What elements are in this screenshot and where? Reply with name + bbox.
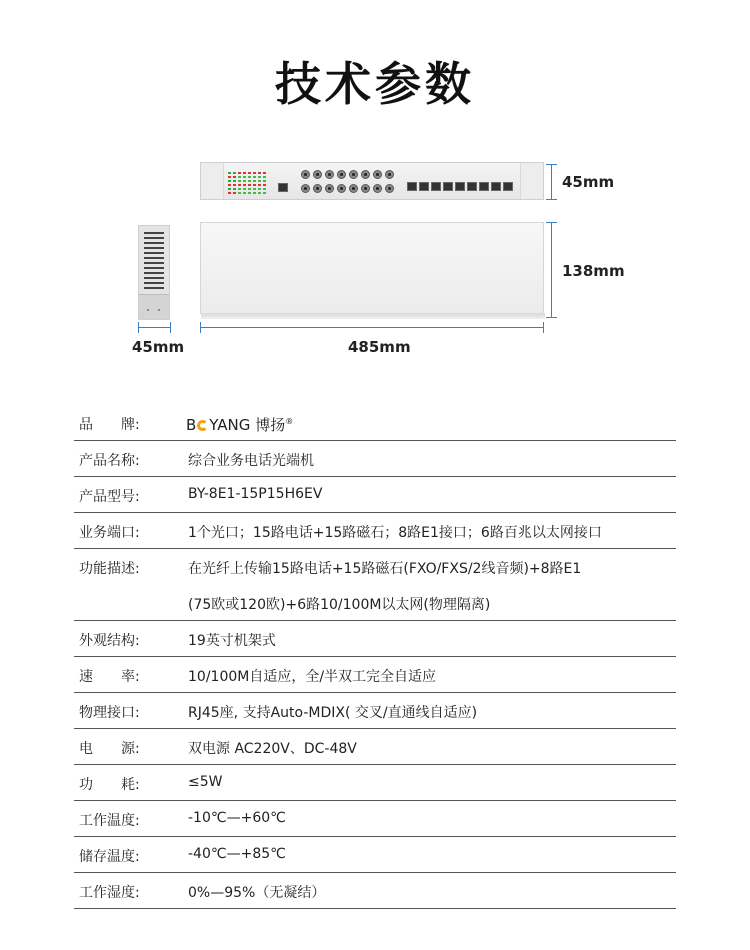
bnc-connector: [337, 170, 346, 179]
status-led: [258, 188, 261, 190]
bnc-connector: [301, 184, 310, 193]
status-led: [243, 176, 246, 178]
spec-row: [74, 801, 676, 837]
bnc-connector: [373, 184, 382, 193]
status-led: [263, 180, 266, 182]
spec-label: 功 耗:: [79, 777, 140, 793]
status-led: [238, 176, 241, 178]
side-mount-bracket: [139, 294, 169, 319]
status-led: [233, 188, 236, 190]
spec-value: 0%—95%（无凝结）: [188, 885, 326, 901]
brand-logo: [186, 414, 293, 435]
status-led: [228, 188, 231, 190]
dimension-line: [551, 222, 552, 318]
status-led: [263, 176, 266, 178]
status-led: [253, 192, 256, 194]
status-led: [258, 184, 261, 186]
dimension-label-top-height: 138mm: [562, 262, 625, 280]
status-led: [233, 184, 236, 186]
spec-row: [74, 657, 676, 693]
rj45-port: [419, 182, 429, 191]
bnc-connector: [373, 170, 382, 179]
spec-value: (75欧或120欧)+6路10/100M以太网(物理隔离): [188, 597, 491, 613]
status-led: [248, 188, 251, 190]
dimension-tick: [138, 322, 139, 333]
spec-row: [74, 837, 676, 873]
registered-mark: ®: [285, 417, 294, 426]
spec-label: 产品型号:: [79, 489, 140, 505]
spec-row: [74, 441, 676, 477]
status-led: [258, 180, 261, 182]
status-led: [228, 184, 231, 186]
bnc-connector: [313, 184, 322, 193]
status-led: [228, 180, 231, 182]
spec-value: RJ45座, 支持Auto-MDIX( 交叉/直通线自适应): [188, 705, 478, 721]
screw-hole: [147, 309, 149, 311]
spec-value: 双电源 AC220V、DC-48V: [188, 741, 357, 757]
bnc-connector: [349, 184, 358, 193]
spec-value: 10/100M自适应，全/半双工完全自适应: [188, 669, 437, 685]
spec-row: [74, 873, 676, 909]
spec-value: -40℃—+85℃: [188, 846, 286, 862]
status-led: [243, 192, 246, 194]
status-led: [253, 172, 256, 174]
spec-row: [74, 729, 676, 765]
status-led: [238, 188, 241, 190]
brand-o-icon: [197, 420, 208, 431]
spec-label: 品 牌:: [79, 417, 140, 433]
spec-label: 工作温度:: [79, 813, 140, 829]
page-title: 技术参数: [275, 57, 475, 111]
bnc-connector: [361, 184, 370, 193]
status-led: [233, 192, 236, 194]
dimension-tick: [170, 322, 171, 333]
status-led: [228, 172, 231, 174]
status-led: [258, 176, 261, 178]
status-led: [233, 172, 236, 174]
status-led: [253, 180, 256, 182]
spec-label: 物理接口:: [79, 705, 140, 721]
status-led: [253, 188, 256, 190]
rj45-port: [443, 182, 453, 191]
screw-hole: [158, 309, 160, 311]
spec-row: [74, 477, 676, 513]
status-led: [263, 184, 266, 186]
dimension-tick: [543, 322, 544, 333]
status-led: [258, 192, 261, 194]
rj45-port: [479, 182, 489, 191]
rj45-port: [467, 182, 477, 191]
spec-row-brand: [74, 405, 676, 441]
brand-chinese: 博扬: [255, 416, 286, 434]
dimension-label-front-height: 45mm: [562, 173, 615, 191]
rj45-port: [431, 182, 441, 191]
vent-grille: [144, 232, 164, 290]
spec-label: 功能描述:: [79, 561, 140, 577]
rj45-port: [503, 182, 513, 191]
status-led: [248, 176, 251, 178]
bnc-connector: [325, 170, 334, 179]
status-led: [243, 184, 246, 186]
bnc-connector: [313, 170, 322, 179]
status-led: [248, 184, 251, 186]
dimension-label-width: 485mm: [348, 338, 411, 356]
status-led: [228, 192, 231, 194]
dimension-label-side-depth: 45mm: [132, 338, 185, 356]
device-top-view-image: [200, 222, 544, 314]
dimension-tick: [546, 222, 557, 223]
status-led: [243, 172, 246, 174]
brand-letter: B: [186, 416, 197, 434]
dimension-tick: [200, 322, 201, 333]
dimension-line: [200, 327, 544, 328]
device-side-view-image: [138, 225, 170, 320]
spec-table: [74, 405, 676, 909]
spec-label: 储存温度:: [79, 849, 140, 865]
spec-label: 产品名称:: [79, 453, 140, 469]
status-led: [228, 176, 231, 178]
spec-label: 外观结构:: [79, 633, 140, 649]
status-led: [238, 172, 241, 174]
status-led: [243, 180, 246, 182]
spec-value: -10℃—+60℃: [188, 810, 286, 826]
status-led: [248, 180, 251, 182]
spec-value: 19英寸机架式: [188, 633, 276, 649]
dimension-tick: [546, 317, 557, 318]
spec-value: 综合业务电话光端机: [188, 453, 314, 469]
device-front-panel-image: [200, 162, 544, 200]
spec-label: 电 源:: [79, 741, 140, 757]
status-led: [253, 184, 256, 186]
spec-value: 1个光口；15路电话+15路磁石；8路E1接口；6路百兆以太网接口: [188, 525, 602, 541]
status-led: [233, 176, 236, 178]
bnc-connector: [301, 170, 310, 179]
spec-value: 在光纤上传输15路电话+15路磁石(FXO/FXS/2线音频)+8路E1: [188, 561, 582, 577]
bnc-connector: [349, 170, 358, 179]
dimension-tick: [546, 164, 557, 165]
status-led: [263, 188, 266, 190]
status-led: [248, 192, 251, 194]
dimension-line: [138, 327, 171, 328]
dimension-tick: [546, 199, 557, 200]
spec-row: [74, 765, 676, 801]
spec-label: 业务端口:: [79, 525, 140, 541]
bnc-connector: [361, 170, 370, 179]
spec-row-continued: [74, 585, 676, 621]
spec-row: [74, 549, 676, 585]
status-led: [248, 172, 251, 174]
spec-row: [74, 513, 676, 549]
rj45-port: [491, 182, 501, 191]
bnc-connector: [337, 184, 346, 193]
rj45-port: [455, 182, 465, 191]
spec-value: ≤5W: [188, 774, 223, 790]
status-led: [258, 172, 261, 174]
spec-value: BY-8E1-15P15H6EV: [188, 486, 323, 502]
brand-letters: YANG: [209, 416, 251, 434]
status-led: [233, 180, 236, 182]
status-led: [253, 176, 256, 178]
bnc-connector: [325, 184, 334, 193]
rj45-port: [407, 182, 417, 191]
fiber-port: [278, 183, 288, 192]
status-led: [263, 192, 266, 194]
spec-row: [74, 693, 676, 729]
dimension-line: [551, 164, 552, 200]
status-led: [238, 180, 241, 182]
status-led: [238, 192, 241, 194]
spec-label: 工作湿度:: [79, 885, 140, 901]
spec-label: 速 率:: [79, 669, 140, 685]
rack-ear-left: [201, 163, 224, 199]
bnc-connector: [385, 184, 394, 193]
spec-row: [74, 621, 676, 657]
rack-ear-right: [520, 163, 543, 199]
bnc-connector: [385, 170, 394, 179]
status-led: [263, 172, 266, 174]
status-led: [238, 184, 241, 186]
status-led: [243, 188, 246, 190]
